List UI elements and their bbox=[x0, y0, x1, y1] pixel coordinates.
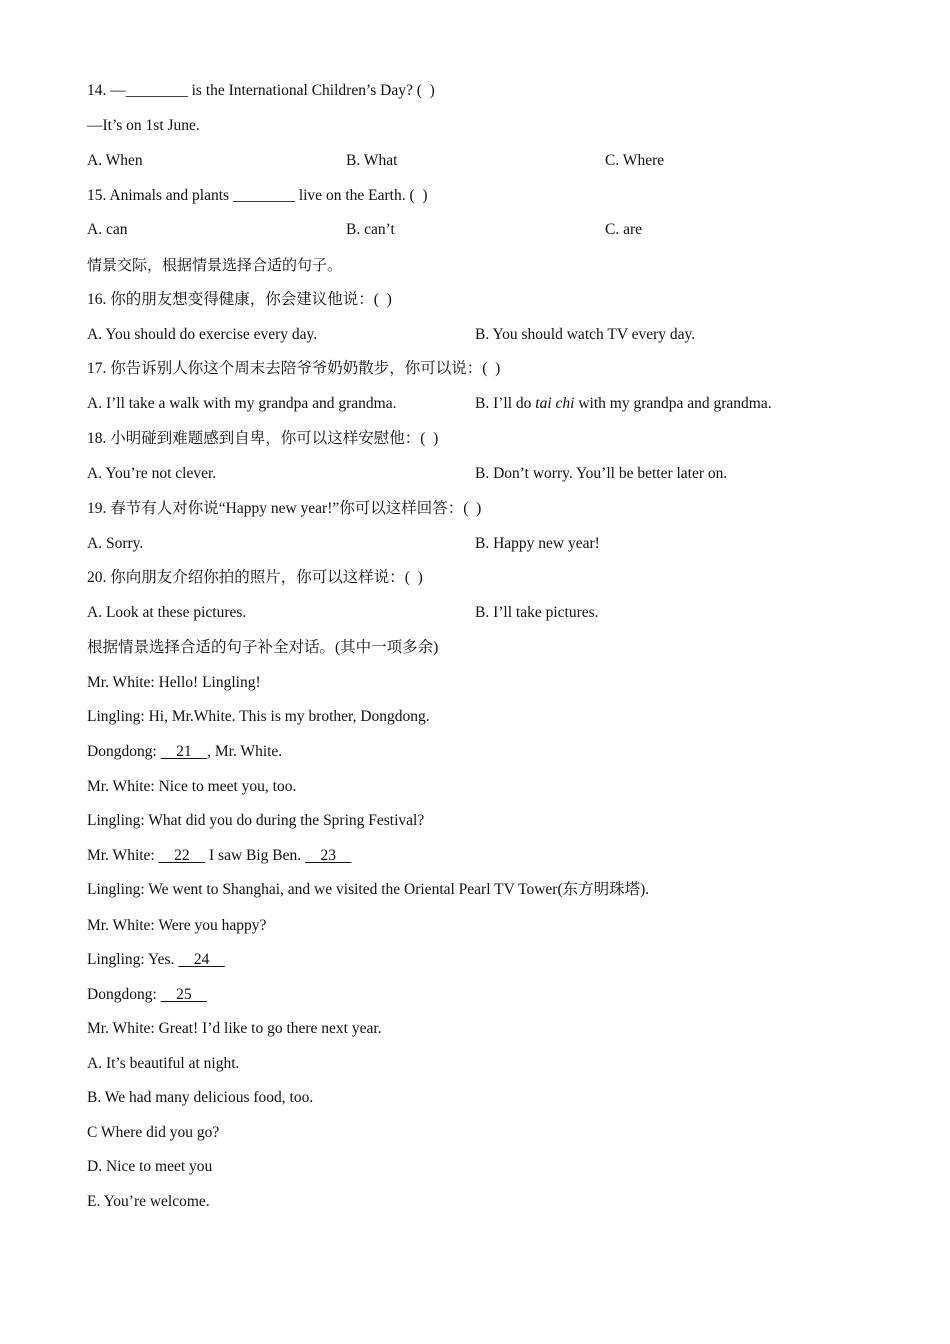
q16-stem: 16. 你的朋友想变得健康，你会建议他说：( ) bbox=[87, 291, 392, 308]
q16-option-b: B. You should watch TV every day. bbox=[475, 326, 696, 343]
q18-option-a: A. You’re not clever. bbox=[87, 465, 217, 482]
q14-option-c: C. Where bbox=[605, 152, 665, 169]
blank-25: 25 bbox=[160, 986, 208, 1003]
q19-option-a: A. Sorry. bbox=[87, 535, 144, 552]
q17-option-b bbox=[475, 394, 772, 414]
choice-a: A. It’s beautiful at night. bbox=[87, 1055, 240, 1072]
q15-stem: 15. Animals and plants ________ live on the Earth. ( ) bbox=[87, 187, 428, 204]
q17-option-b-post: with my grandpa and grandma. bbox=[574, 395, 772, 412]
q17-option-b-italic: tai chi bbox=[535, 395, 575, 412]
q15-option-a: A. can bbox=[87, 221, 128, 238]
q20-option-b: B. I’ll take pictures. bbox=[475, 604, 599, 621]
dialogue-line-3-rest: , Mr. White. bbox=[207, 743, 283, 760]
choice-e: E. You’re welcome. bbox=[87, 1193, 210, 1210]
dialogue-line-2: Lingling: Hi, Mr.White. This is my brother, Dongdong. bbox=[87, 708, 430, 725]
dialogue-line-3 bbox=[87, 742, 282, 762]
q17-option-b-pre: B. I’ll do bbox=[475, 395, 536, 412]
q19-stem: 19. 春节有人对你说“Happy new year!”你可以这样回答：( ) bbox=[87, 500, 482, 517]
dialogue-line-1: Mr. White: Hello! Lingling! bbox=[87, 674, 261, 691]
q20-stem: 20. 你向朋友介绍你拍的照片，你可以这样说：( ) bbox=[87, 569, 423, 586]
dialogue-speaker: Lingling: Yes. bbox=[87, 951, 179, 968]
blank-23: 23 bbox=[305, 847, 352, 864]
blank-24: 24 bbox=[178, 951, 225, 968]
q14-stem: 14. —________ is the International Children’s Day? ( ) bbox=[87, 82, 435, 99]
choice-c: C Where did you go? bbox=[87, 1124, 220, 1141]
dialogue-speaker: Dongdong: bbox=[87, 743, 161, 760]
dialogue-line-6 bbox=[87, 846, 352, 866]
dialogue-line-10 bbox=[87, 985, 207, 1005]
q14-option-b: B. What bbox=[346, 152, 398, 169]
choice-d: D. Nice to meet you bbox=[87, 1158, 213, 1175]
blank-21: 21 bbox=[160, 743, 208, 760]
dialogue-line-7: Lingling: We went to Shanghai, and we visited the Oriental Pearl TV Tower(东方明珠塔). bbox=[87, 881, 650, 898]
q20-option-a: A. Look at these pictures. bbox=[87, 604, 247, 621]
dialogue-line-8: Mr. White: Were you happy? bbox=[87, 917, 267, 934]
q17-option-a: A. I’ll take a walk with my grandpa and grandma. bbox=[87, 395, 397, 412]
q19-option-b: B. Happy new year! bbox=[475, 535, 600, 552]
dialogue-line-5: Lingling: What did you do during the Spring Festival? bbox=[87, 812, 425, 829]
dialogue-line-6-mid: I saw Big Ben. bbox=[205, 847, 306, 864]
blank-22: 22 bbox=[158, 847, 206, 864]
section-situation-heading: 情景交际，根据情景选择合适的句子。 bbox=[87, 256, 343, 274]
q15-option-c: C. are bbox=[605, 221, 643, 238]
dialogue-line-11: Mr. White: Great! I’d like to go there next year. bbox=[87, 1020, 382, 1037]
q16-option-a: A. You should do exercise every day. bbox=[87, 326, 318, 343]
choice-b: B. We had many delicious food, too. bbox=[87, 1089, 314, 1106]
dialogue-line-9 bbox=[87, 950, 225, 970]
dialogue-speaker: Mr. White: bbox=[87, 847, 159, 864]
q14-option-a: A. When bbox=[87, 152, 143, 169]
q15-option-b: B. can’t bbox=[346, 221, 395, 238]
q14-reply: —It’s on 1st June. bbox=[87, 117, 200, 134]
dialogue-speaker: Dongdong: bbox=[87, 986, 161, 1003]
q18-option-b: B. Don’t worry. You’ll be better later on. bbox=[475, 465, 728, 482]
dialogue-line-4: Mr. White: Nice to meet you, too. bbox=[87, 778, 297, 795]
section-dialogue-heading: 根据情景选择合适的句子补全对话。(其中一项多余) bbox=[87, 639, 439, 656]
q17-stem: 17. 你告诉别人你这个周末去陪爷爷奶奶散步，你可以说：( ) bbox=[87, 360, 501, 377]
q18-stem: 18. 小明碰到难题感到自卑，你可以这样安慰他：( ) bbox=[87, 430, 439, 447]
